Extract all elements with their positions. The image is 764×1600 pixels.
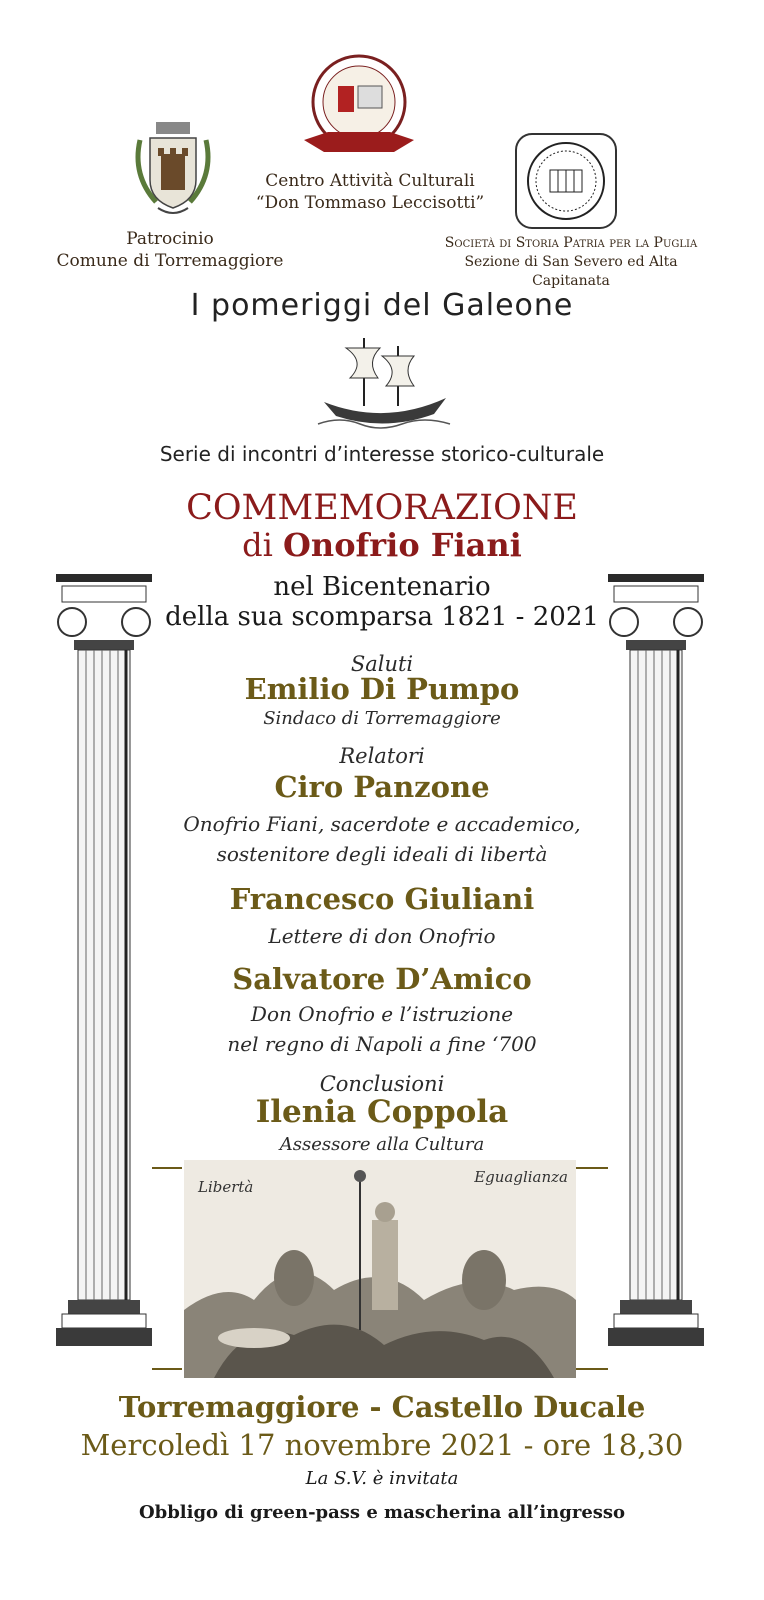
conclusioni-label: Conclusioni (319, 1072, 445, 1096)
societa-line1: Società di Storia Patria per la Puglia (444, 235, 698, 251)
relatori-label: Relatori (339, 744, 425, 768)
comune-line1: Patrocinio (126, 229, 214, 249)
rule-upper-left (152, 1167, 182, 1169)
speaker1-topic-2: sostenitore degli ideali di libertà (216, 842, 548, 866)
speaker1-topic-1: Onofrio Fiani, sacerdote e accademico, (183, 812, 581, 836)
societa-line2: Sezione di San Severo ed Alta Capitanata (464, 254, 678, 289)
liberta-eguaglianza-engraving (184, 1160, 576, 1378)
centro-line2: “Don Tommaso Leccisotti” (255, 193, 485, 213)
speaker1-name: Ciro Panzone (274, 770, 490, 804)
series-title: I pomeriggi del Galeone (190, 288, 574, 323)
comune-caption (40, 228, 300, 272)
engraving-right-caption: Eguaglianza (474, 1168, 568, 1186)
centro-line1: Centro Attività Culturali (265, 171, 475, 191)
rule-lower-right (576, 1368, 608, 1370)
comune-line2: Comune di Torremaggiore (56, 251, 284, 271)
engraving-left-caption: Libertà (198, 1178, 254, 1196)
rule-lower-left (152, 1368, 182, 1370)
greenpass-notice: Obbligo di green-pass e mascherina all’ingresso (138, 1502, 626, 1523)
comune-crest (128, 120, 218, 220)
rule-upper-right (576, 1167, 608, 1169)
venue: Torremaggiore - Castello Ducale (118, 1390, 646, 1424)
headline-dates: della sua scomparsa 1821 - 2021 (165, 602, 599, 632)
speaker2-topic: Lettere di don Onofrio (268, 924, 496, 948)
galleon-illustration (310, 328, 460, 436)
societa-seal (514, 132, 618, 230)
speaker3-topic-1: Don Onofrio e l’istruzione (250, 1002, 514, 1026)
event-date: Mercoledì 17 novembre 2021 - ore 18,30 (80, 1428, 684, 1462)
left-column-illustration (56, 574, 152, 1354)
right-column-illustration (608, 574, 704, 1354)
speaker3-name: Salvatore D’Amico (232, 962, 532, 996)
societa-caption (426, 234, 716, 291)
speaker3-topic-2: nel regno di Napoli a fine ‘700 (227, 1032, 537, 1056)
saluti-name: Emilio Di Pumpo (244, 672, 520, 706)
conclusioni-name: Ilenia Coppola (255, 1094, 509, 1130)
headline-name-line (92, 526, 672, 564)
headline-commemorazione: COMMEMORAZIONE (186, 488, 578, 528)
series-subtitle: Serie di incontri d’interesse storico-culturale (159, 442, 605, 466)
saluti-role: Sindaco di Torremaggiore (263, 708, 501, 729)
headline-bicentenario: nel Bicentenario (273, 572, 491, 602)
centro-seal (298, 52, 420, 162)
headline-name: Onofrio Fiani (283, 526, 522, 564)
saluti-label: Saluti (350, 652, 414, 676)
speaker2-name: Francesco Giuliani (229, 882, 535, 916)
invite-line: La S.V. è invitata (305, 1468, 459, 1489)
conclusioni-role: Assessore alla Cultura (279, 1134, 485, 1155)
headline-prefix: di (242, 526, 273, 564)
centro-caption (230, 170, 510, 214)
